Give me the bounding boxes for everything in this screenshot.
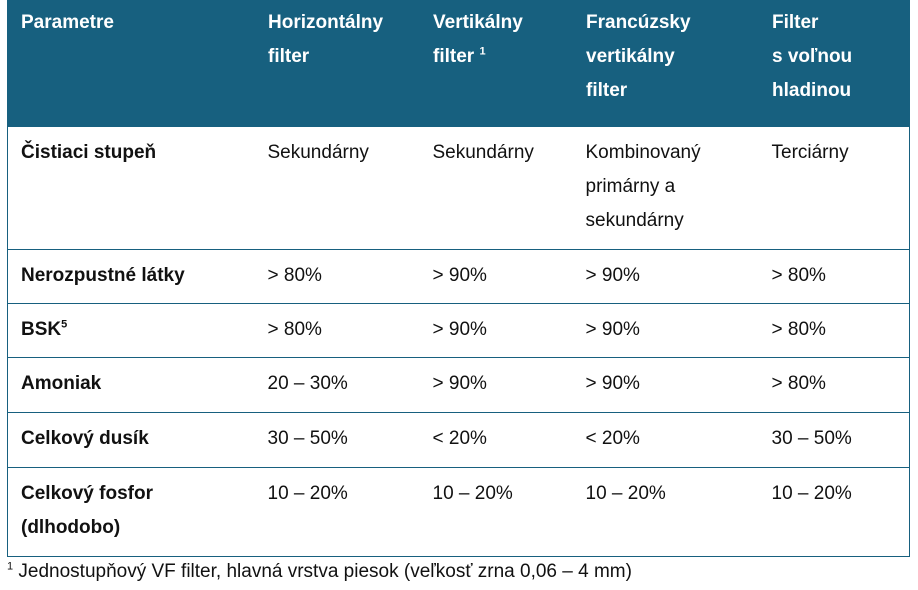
row-param-cell: Celkový dusík bbox=[8, 413, 255, 468]
table-cell: Sekundárny bbox=[255, 127, 420, 250]
header-french-vertical-filter: Francúzsky vertikálny filter bbox=[573, 1, 759, 127]
table-cell: < 20% bbox=[420, 413, 573, 468]
table-cell: 30 – 50% bbox=[759, 413, 910, 468]
header-free-surface-filter: Filter s voľnou hladinou bbox=[759, 1, 910, 127]
row-param-cell: Čistiaci stupeň bbox=[8, 127, 255, 250]
table-header-row bbox=[8, 1, 910, 127]
table-row bbox=[8, 304, 910, 358]
table-cell: > 90% bbox=[420, 250, 573, 304]
footnote-ref-1: 1 bbox=[479, 45, 486, 58]
table-cell: > 80% bbox=[255, 250, 420, 304]
table-cell: 10 – 20% bbox=[573, 468, 759, 557]
header-horizontal-filter: Horizontálny filter bbox=[255, 1, 420, 127]
table-row bbox=[8, 413, 910, 468]
row-param-cell: Amoniak bbox=[8, 358, 255, 413]
table-row bbox=[8, 358, 910, 413]
row-param-cell: BSK$^5$ bbox=[8, 304, 255, 358]
table-cell: > 80% bbox=[759, 304, 910, 358]
table-cell: 10 – 20% bbox=[255, 468, 420, 557]
footnote bbox=[7, 557, 632, 587]
comparison-table bbox=[7, 0, 910, 557]
footnote-marker: 1 bbox=[7, 560, 14, 573]
table-row bbox=[8, 127, 910, 250]
row-param-cell: Nerozpustné látky bbox=[8, 250, 255, 304]
table-cell: 10 – 20% bbox=[420, 468, 573, 557]
table-cell: 10 – 20% bbox=[759, 468, 910, 557]
table-cell: > 80% bbox=[255, 304, 420, 358]
table-row bbox=[8, 468, 910, 557]
table-cell: > 80% bbox=[759, 250, 910, 304]
table-cell: 30 – 50% bbox=[255, 413, 420, 468]
header-parametre: Parametre bbox=[8, 1, 255, 127]
table-cell: 20 – 30% bbox=[255, 358, 420, 413]
table-cell: > 90% bbox=[420, 304, 573, 358]
header-vertical-filter: Vertikálny filter $^1$ bbox=[420, 1, 573, 127]
table-cell: < 20% bbox=[573, 413, 759, 468]
table-cell: > 90% bbox=[420, 358, 573, 413]
table-cell: > 90% bbox=[573, 304, 759, 358]
table-cell: Terciárny bbox=[759, 127, 910, 250]
table-cell: Sekundárny bbox=[420, 127, 573, 250]
footnote-text: Jednostupňový VF filter, hlavná vrstva piesok (veľkosť zrna 0,06 – 4 mm) bbox=[13, 561, 632, 582]
table-cell: > 90% bbox=[573, 250, 759, 304]
row-param-cell: Celkový fosfor (dlhodobo) bbox=[8, 468, 255, 557]
table-cell: > 80% bbox=[759, 358, 910, 413]
table-cell: Kombinovaný primárny a sekundárny bbox=[573, 127, 759, 250]
table-cell: > 90% bbox=[573, 358, 759, 413]
table-row bbox=[8, 250, 910, 304]
